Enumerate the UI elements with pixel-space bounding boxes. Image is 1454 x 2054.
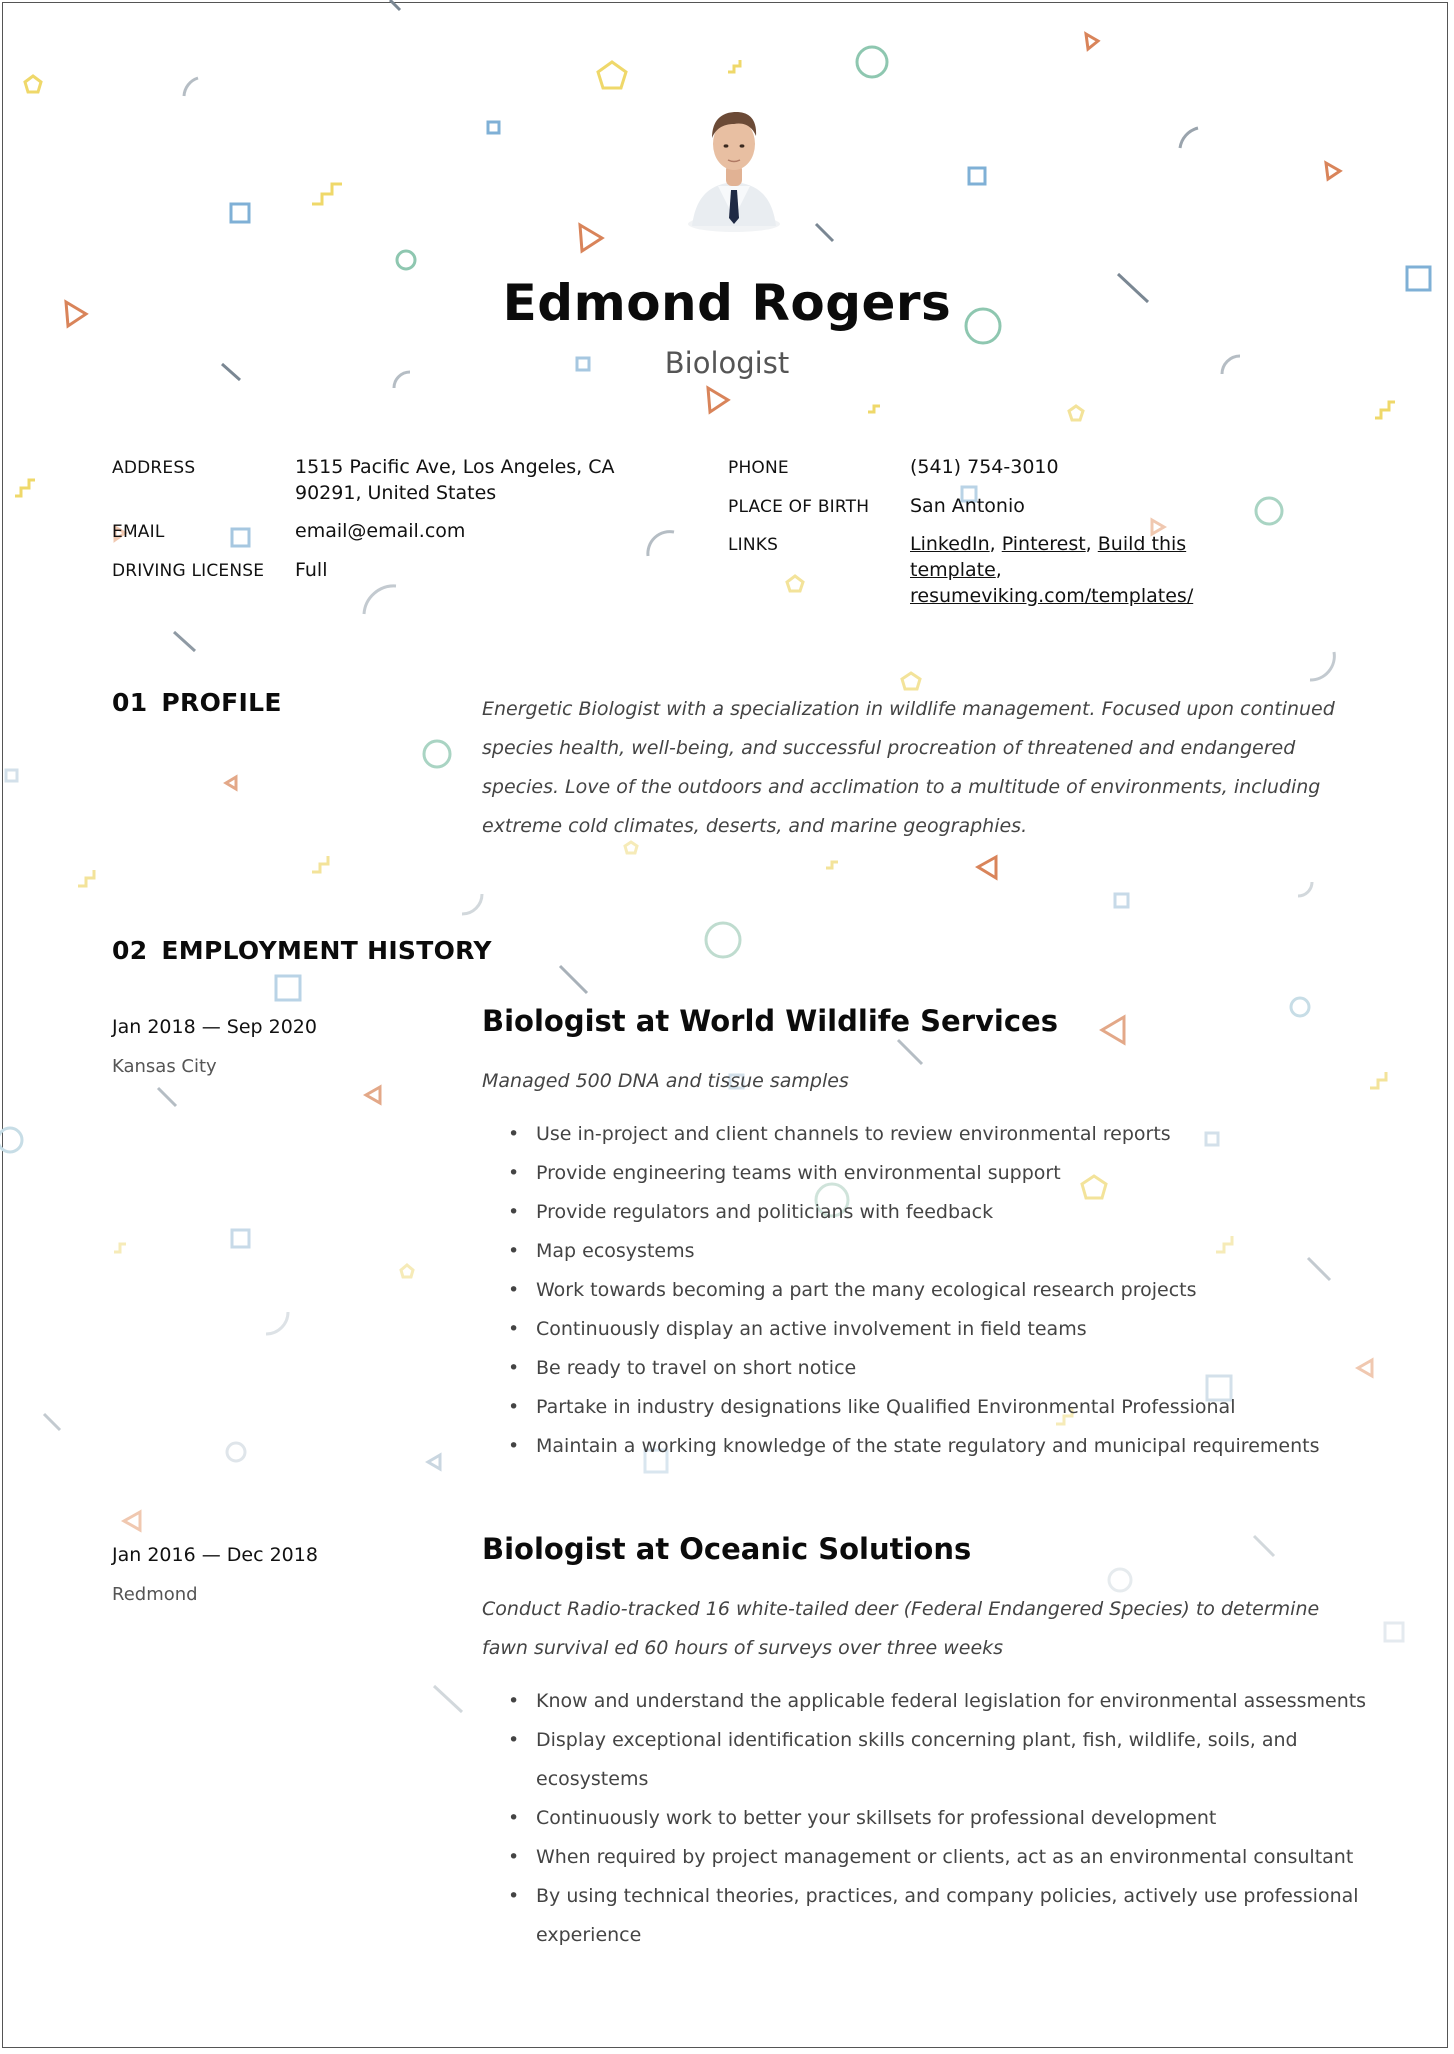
profile-number: 01 [112,688,148,717]
link-resumeviking[interactable]: resumeviking.com/templates/ [910,585,1194,607]
candidate-title: Biologist [664,346,790,380]
address-label: ADDRESS [112,458,196,478]
profile-heading [112,688,282,717]
bullet-item: • By using technical theories, practices, and company policies, actively use professional experience [508,1877,1368,1955]
email-value: email@email.com [295,520,466,542]
bullet-item: • Know and understand the applicable federal legislation for environmental assessments [508,1682,1368,1721]
job-summary: Conduct Radio-tracked 16 white-tailed deer (Federal Endangered Species) to determine fawn survival ed 60 hours of surveys over three weeks [482,1598,1320,1659]
bullet-item: • Provide regulators and politicians with feedback [508,1193,1368,1232]
bullet-item: • Provide engineering teams with environmental support [508,1154,1368,1193]
job-city: Redmond [112,1584,198,1605]
job-summary: Managed 500 DNA and tissue samples [482,1070,849,1092]
links-label: LINKS [728,535,779,555]
phone-value: (541) 754-3010 [910,456,1059,478]
bullet-item: • Be ready to travel on short notice [508,1349,1368,1388]
comma: , [995,559,1002,581]
employment-heading [112,936,492,965]
profile-heading-text: PROFILE [161,688,282,717]
job-dates: Jan 2018 — Sep 2020 [112,1016,317,1038]
employment-number: 02 [112,936,148,965]
job-city: Kansas City [112,1056,217,1077]
place-of-birth-label: PLACE OF BIRTH [728,497,870,517]
job-bullets [508,1682,1368,1955]
link-template[interactable]: template [910,559,996,581]
bullet-item: • Work towards becoming a part the many ecological research projects [508,1271,1368,1310]
links-row-1 [910,531,1186,557]
driving-license-label: DRIVING LICENSE [112,561,265,581]
profile-photo [682,100,786,232]
link-pinterest[interactable]: Pinterest [1001,533,1086,555]
comma: , [989,533,1002,555]
driving-license-value: Full [295,559,328,581]
bullet-item: • Maintain a working knowledge of the state regulatory and municipal requirements [508,1427,1368,1466]
profile-text: Energetic Biologist with a specialization in wildlife management. Focused upon continued species health, well-being, and successful procreation of threatened and endangered species. Love of the outdoors and acclimation to a multitude of environments, including extreme cold climates, deserts, and marine geographies. [482,698,1335,837]
address-line2: 90291, United States [295,482,497,504]
job-bullets [508,1115,1368,1466]
employment-heading-text: EMPLOYMENT HISTORY [161,936,492,965]
bullet-item: • When required by project management or clients, act as an environmental consultant [508,1838,1368,1877]
phone-label: PHONE [728,458,789,478]
bullet-item: • Display exceptional identification skills concerning plant, fish, wildlife, soils, and ecosystems [508,1721,1368,1799]
place-of-birth-value: San Antonio [910,495,1025,517]
bullet-item: • Map ecosystems [508,1232,1368,1271]
links-row-2 [910,557,1002,583]
link-linkedin[interactable]: LinkedIn [910,533,990,555]
link-build-this[interactable]: Build this [1097,533,1187,555]
email-label: EMAIL [112,522,165,542]
candidate-name: Edmond Rogers [502,274,952,332]
bullet-item: • Continuously work to better your skillsets for professional development [508,1799,1368,1838]
job-title: Biologist at World Wildlife Services [482,1004,1058,1038]
address-line1: 1515 Pacific Ave, Los Angeles, CA [295,456,615,478]
bullet-item: • Use in-project and client channels to review environmental reports [508,1115,1368,1154]
comma: , [1085,533,1098,555]
bullet-item: • Partake in industry designations like Qualified Environmental Professional [508,1388,1368,1427]
job-dates: Jan 2016 — Dec 2018 [112,1544,318,1566]
links-row-3 [910,583,1193,609]
job-title: Biologist at Oceanic Solutions [482,1532,972,1566]
bullet-item: • Continuously display an active involvement in field teams [508,1310,1368,1349]
